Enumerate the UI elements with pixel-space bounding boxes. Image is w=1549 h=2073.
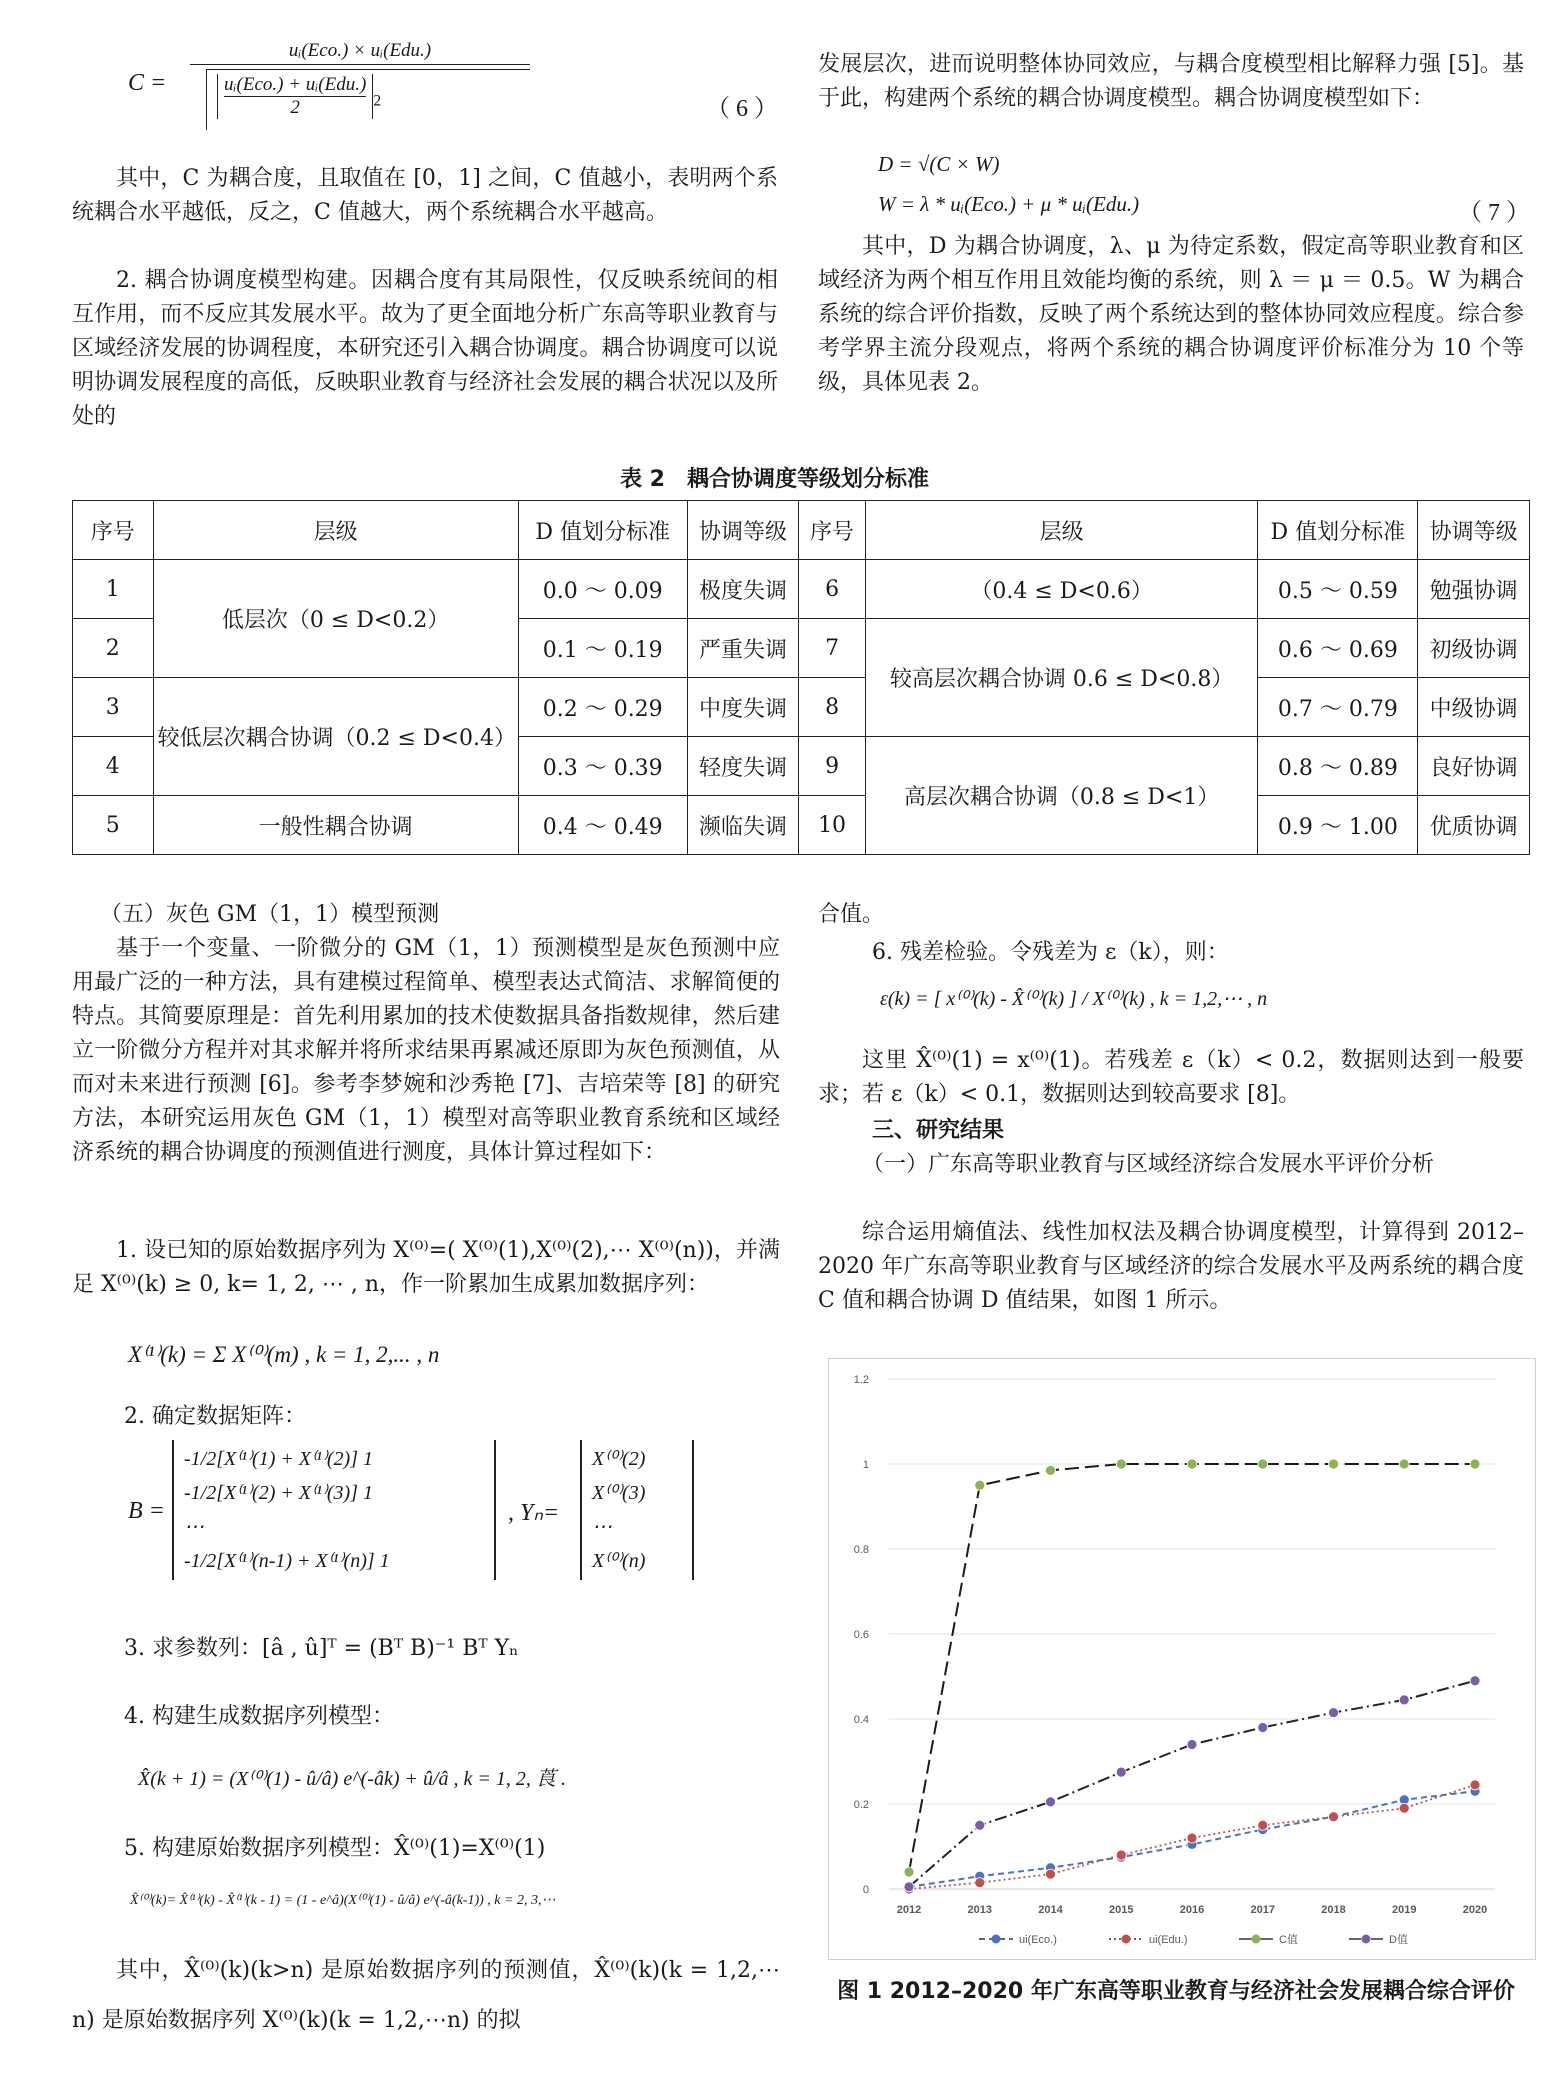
cell-level: 高层次耦合协调（0.8 ≤ D<1） <box>865 737 1258 855</box>
cell-grade: 极度失调 <box>687 560 799 619</box>
matrix-Y-row: ⋯ <box>592 1516 612 1538</box>
cell-range: 0.2 ～ 0.29 <box>518 678 687 737</box>
legend-label: C值 <box>1279 1934 1298 1946</box>
cell-grade: 勉强协调 <box>1418 560 1530 619</box>
equation-6 <box>128 40 778 160</box>
cell-grade: 严重失调 <box>687 619 799 678</box>
legend-label: ui(Eco.) <box>1019 1934 1057 1946</box>
y-tick-label: 1 <box>862 1459 869 1471</box>
cell-no: 1 <box>73 560 154 619</box>
matrix-B-row: -1/2[X⁽¹⁾(1) + X⁽¹⁾(2)] 1 <box>184 1448 373 1470</box>
data-point <box>1258 1723 1268 1733</box>
matrix-B-row: -1/2[X⁽¹⁾(2) + X⁽¹⁾(3)] 1 <box>184 1482 373 1504</box>
th-range-2: D 值划分标准 <box>1258 501 1418 560</box>
x-tick-label: 2012 <box>896 1904 922 1916</box>
matrix-B <box>172 1440 496 1580</box>
step3: 3. 求参数列：[â , û]ᵀ = (Bᵀ B)⁻¹ Bᵀ Yₙ <box>124 1636 519 1661</box>
cell-range: 0.0 ～ 0.09 <box>518 560 687 619</box>
data-point <box>1399 1695 1409 1705</box>
section-heading-gm: （五）灰色 GM（1，1）模型预测 <box>100 902 440 927</box>
table-row <box>73 678 1530 737</box>
cell-no: 7 <box>799 619 865 678</box>
section-heading-results: 三、研究结果 <box>872 1118 1005 1143</box>
th-level-1: 层级 <box>153 501 518 560</box>
cell-no: 8 <box>799 678 865 737</box>
cell-range: 0.3 ～ 0.39 <box>518 737 687 796</box>
data-point <box>1399 1803 1409 1813</box>
data-point <box>904 1882 914 1892</box>
cell-grade: 中度失调 <box>687 678 799 737</box>
legend-marker <box>1122 1935 1131 1944</box>
data-point <box>904 1867 914 1877</box>
data-point <box>1187 1833 1197 1843</box>
equation-step4: X̂(k + 1) = (X⁽⁰⁾(1) - û/â) e^(-âk) + û/â , k = 1, 2, 莨 . <box>138 1768 566 1790</box>
data-point <box>1258 1459 1268 1469</box>
data-point <box>1046 1869 1056 1879</box>
series-line <box>909 1681 1475 1887</box>
cell-range: 0.5 ～ 0.59 <box>1258 560 1418 619</box>
matrix-B-label: B = <box>128 1498 165 1524</box>
paragraph-gm-intro: 基于一个变量、一阶微分的 GM（1，1）预测模型是灰色预测中应用最广泛的一种方法，具有建模过程简单、模型表达式简洁、求解简便的特点。其简要原理是：首先利用累加的技术使数据具备指数规律，然后建立一阶微分方程并对其求解并将所求结果再累减还原即为灰色预测值，从而对未来进行预测 [6]。参考李梦婉和沙秀艳 [7]、吉培荣等 [8] 的研究方法，本研究运用灰色 GM（1，1）模型对高等职业教育系统和区域经济系统的耦合协调度的预测值进行测度，具体计算过程如下： <box>72 936 780 1165</box>
paragraph-results: 综合运用熵值法、线性加权法及耦合协调度模型，计算得到 2012–2020 年广东高等职业教育与区域经济的综合发展水平及两系统的耦合度 C 值和耦合协调 D 值结果，如图 1 所示。 <box>818 1220 1524 1313</box>
equation-step5: X̂⁽⁰⁾(k)= X̂⁽¹⁾(k) - X̂⁽¹⁾(k - 1) = (1 - e^â)(X⁽⁰⁾(1) - û/â) e^(-â(k-1)) , k = 2, 3,⋯ <box>130 1893 556 1908</box>
cell-grade: 良好协调 <box>1418 737 1530 796</box>
data-point <box>1116 1850 1126 1860</box>
matrix-Y-row: X⁽⁰⁾(3) <box>592 1482 646 1504</box>
equation-residual: ε(k) = [ x⁽⁰⁾(k) - X̂⁽⁰⁾(k) ] / X⁽⁰⁾(k) , k = 1,2,⋯ , n <box>880 988 1268 1010</box>
data-point <box>975 1878 985 1888</box>
step5: 5. 构建原始数据序列模型：X̂⁽⁰⁾(1)=X⁽⁰⁾(1) <box>124 1836 546 1861</box>
x-tick-label: 2018 <box>1321 1904 1346 1916</box>
paragraph-right-intro: 发展层次，进而说明整体协同效应，与耦合度模型相比解释力强 [5]。基于此，构建两个系统的耦合协调度模型。耦合协调度模型如下： <box>818 52 1524 111</box>
matrix-Y-label: , Yₙ= <box>508 1500 560 1526</box>
data-point <box>1470 1780 1480 1790</box>
cell-no: 10 <box>799 796 865 855</box>
x-tick-label: 2013 <box>967 1904 992 1916</box>
legend-marker <box>992 1935 1001 1944</box>
step2-label: 2. 确定数据矩阵： <box>124 1404 306 1429</box>
chart-svg <box>829 1359 1535 1959</box>
data-point <box>1470 1459 1480 1469</box>
data-point <box>1258 1820 1268 1830</box>
data-point <box>975 1480 985 1490</box>
eq6-inner-den: 2 <box>290 97 300 118</box>
cell-grade: 初级协调 <box>1418 619 1530 678</box>
cell-level: 较高层次耦合协调 0.6 ≤ D<0.8） <box>865 619 1258 737</box>
x-tick-label: 2019 <box>1392 1904 1417 1916</box>
series-line <box>909 1464 1475 1872</box>
cell-no: 4 <box>73 737 154 796</box>
step4-label: 4. 构建生成数据序列模型： <box>124 1704 394 1729</box>
legend-marker <box>1362 1935 1371 1944</box>
table-row <box>73 560 1530 619</box>
data-point <box>1116 1459 1126 1469</box>
cell-grade: 优质协调 <box>1418 796 1530 855</box>
eq6-root: uᵢ(Eco.) + uᵢ(Edu.) 2 $^2$ <box>206 69 530 130</box>
th-grade-1: 协调等级 <box>687 501 799 560</box>
eq6-numerator: uᵢ(Eco.) × uᵢ(Edu.) <box>190 40 530 65</box>
th-grade-2: 协调等级 <box>1418 501 1530 560</box>
figure1-chart <box>828 1358 1536 1960</box>
step6: 6. 残差检验。令残差为 ε（k），则： <box>872 940 1229 965</box>
y-tick-label: 0.2 <box>853 1799 869 1811</box>
cell-no: 9 <box>799 737 865 796</box>
cell-range: 0.8 ～ 0.89 <box>1258 737 1418 796</box>
data-point <box>1187 1740 1197 1750</box>
equation-D: D = √(C × W) <box>878 152 1000 176</box>
paragraph-fitted-values: 其中，X̂⁽⁰⁾(k)(k>n) 是原始数据序列的预测值，X̂⁽⁰⁾(k)(k = 1,2,⋯n) 是原始数据序列 X⁽⁰⁾(k)(k = 1,2,⋯n) 的拟 <box>72 1958 780 2033</box>
x-tick-label: 2020 <box>1462 1904 1488 1916</box>
cell-grade: 轻度失调 <box>687 737 799 796</box>
data-point <box>1470 1676 1480 1686</box>
matrix-B-row: -1/2[X⁽¹⁾(n-1) + X⁽¹⁾(n)] 1 <box>184 1550 390 1572</box>
data-point <box>1116 1767 1126 1777</box>
y-tick-label: 1.2 <box>853 1374 869 1386</box>
cell-level: 较低层次耦合协调（0.2 ≤ D<0.4） <box>153 678 518 796</box>
matrix-equation <box>128 1440 728 1590</box>
figure1-caption: 图 1 2012–2020 年广东高等职业教育与经济社会发展耦合综合评价 <box>837 1979 1515 2004</box>
legend-marker <box>1252 1935 1261 1944</box>
paragraph-step1: 1. 设已知的原始数据序列为 X⁽⁰⁾=( X⁽⁰⁾(1),X⁽⁰⁾(2),⋯ X⁽⁰⁾(n))，并满足 X⁽⁰⁾(k) ≥ 0, k= 1, 2, ⋯ , n，作一阶累加生成累加数据序列： <box>72 1238 780 1297</box>
cell-level: （0.4 ≤ D<0.6） <box>865 560 1258 619</box>
table-header-row <box>73 501 1530 560</box>
cell-no: 2 <box>73 619 154 678</box>
matrix-Y <box>580 1440 694 1580</box>
data-point <box>1329 1812 1339 1822</box>
data-point <box>1329 1708 1339 1718</box>
data-point <box>1329 1459 1339 1469</box>
x-tick-label: 2017 <box>1250 1904 1275 1916</box>
table2-caption: 表 2 耦合协调度等级划分标准 <box>620 467 929 492</box>
data-point <box>1046 1797 1056 1807</box>
th-no-2: 序号 <box>799 501 865 560</box>
table2 <box>72 500 1530 855</box>
matrix-B-row: ⋯ <box>184 1516 204 1538</box>
fit-value-end: 合值。 <box>818 902 885 927</box>
cell-range: 0.9 ～ 1.00 <box>1258 796 1418 855</box>
subheading-evaluation: （一）广东高等职业教育与区域经济综合发展水平评价分析 <box>862 1152 1435 1177</box>
equation-sum: X⁽¹⁾(k) = Σ X⁽⁰⁾(m) , k = 1, 2,... , n <box>128 1342 440 1367</box>
eq6-fraction <box>190 40 530 130</box>
cell-range: 0.6 ～ 0.69 <box>1258 619 1418 678</box>
paragraph-residual-check: 这里 X̂⁽⁰⁾(1) = x⁽⁰⁾(1)。若残差 ε（k）< 0.2，数据则达到一般要求；若 ε（k）< 0.1，数据则达到较高要求 [8]。 <box>818 1048 1524 1107</box>
data-point <box>1187 1459 1197 1469</box>
matrix-Y-row: X⁽⁰⁾(n) <box>592 1550 646 1572</box>
cell-grade: 濒临失调 <box>687 796 799 855</box>
y-tick-label: 0.6 <box>853 1629 869 1641</box>
cell-no: 3 <box>73 678 154 737</box>
cell-no: 5 <box>73 796 154 855</box>
x-tick-label: 2015 <box>1109 1904 1134 1916</box>
cell-grade: 中级协调 <box>1418 678 1530 737</box>
eq7-number: （ 7 ） <box>1458 200 1530 226</box>
x-tick-label: 2014 <box>1038 1904 1063 1916</box>
y-tick-label: 0.4 <box>853 1714 869 1726</box>
data-point <box>1046 1465 1056 1475</box>
cell-no: 6 <box>799 560 865 619</box>
x-tick-label: 2016 <box>1179 1904 1205 1916</box>
y-tick-label: 0 <box>862 1884 869 1896</box>
data-point <box>975 1820 985 1830</box>
cell-range: 0.4 ～ 0.49 <box>518 796 687 855</box>
paragraph-coordination-model: 2. 耦合协调度模型构建。因耦合度有其局限性，仅反映系统间的相互作用，而不反应其发展水平。故为了更全面地分析广东高等职业教育与区域经济发展的协调程度，本研究还引入耦合协调度。耦合协调度可以说明协调发展程度的高低，反映职业教育与经济社会发展的耦合状况以及所处的 <box>72 268 778 429</box>
cell-level: 一般性耦合协调 <box>153 796 518 855</box>
eq6-inner-num: uᵢ(Eco.) + uᵢ(Edu.) <box>224 74 367 95</box>
matrix-Y-row: X⁽⁰⁾(2) <box>592 1448 646 1470</box>
cell-range: 0.7 ～ 0.79 <box>1258 678 1418 737</box>
eq6-lhs: C = <box>128 70 167 96</box>
equation-W: W = λ * uᵢ(Eco.) + μ * uᵢ(Edu.) <box>878 192 1140 216</box>
legend-label: D值 <box>1389 1934 1408 1946</box>
th-range-1: D 值划分标准 <box>518 501 687 560</box>
eq6-number: （ 6 ） <box>706 96 778 122</box>
paragraph-coupling-definition: 其中，C 为耦合度，且取值在 [0，1] 之间，C 值越小，表明两个系统耦合水平越低，反之，C 值越大，两个系统耦合水平越高。 <box>72 166 778 225</box>
table-row <box>73 796 1530 855</box>
y-tick-label: 0.8 <box>853 1544 869 1556</box>
paragraph-coordination-explain: 其中，D 为耦合协调度，λ、μ 为待定系数，假定高等职业教育和区域经济为两个相互作用且效能均衡的系统，则 λ ＝ μ ＝ 0.5。W 为耦合系统的综合评价指数，反映了两个系统达到的整体协同效应程度。综合参考学界主流分段观点，将两个系统的耦合协调度评价标准分为 10 个等级，具体见表 2。 <box>818 234 1524 395</box>
th-no-1: 序号 <box>73 501 154 560</box>
cell-level: 低层次（0 ≤ D<0.2） <box>153 560 518 678</box>
th-level-2: 层级 <box>865 501 1258 560</box>
cell-range: 0.1 ～ 0.19 <box>518 619 687 678</box>
legend-label: ui(Edu.) <box>1149 1934 1188 1946</box>
data-point <box>1399 1459 1409 1469</box>
